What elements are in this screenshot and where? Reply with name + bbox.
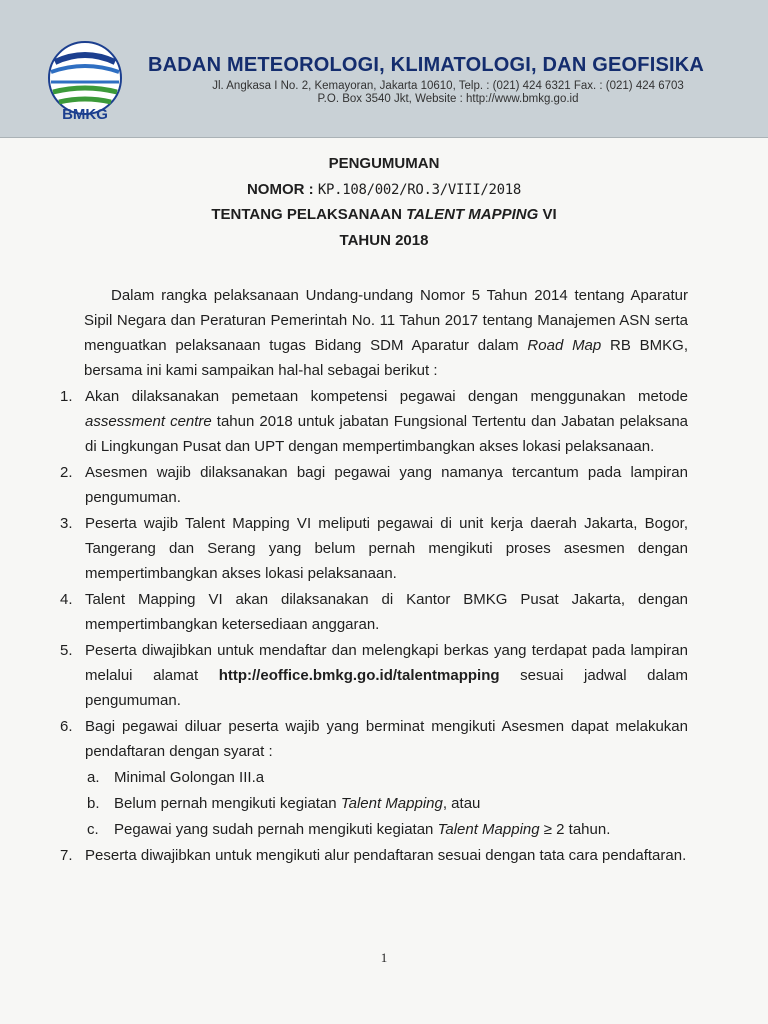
- subject-suffix: VI: [538, 206, 557, 223]
- item-number: 2.: [60, 464, 73, 481]
- item-text: Bagi pegawai diluar peserta wajib yang berminat mengikuti Asesmen dapat melakukan pendaftaran dengan syarat :: [85, 718, 688, 760]
- registration-url[interactable]: http://eoffice.bmkg.go.id/talentmapping: [218, 667, 500, 684]
- sub-item-text-b: ≥ 2 tahun.: [539, 821, 611, 838]
- list-item: [60, 638, 688, 713]
- list-item: [60, 460, 688, 510]
- list-item: [60, 843, 688, 868]
- item-text: [85, 638, 688, 713]
- sub-item-text: [114, 817, 688, 842]
- intro-text-a: Dalam rangka pelaksanaan Undang-undang Nomor 5 Tahun 2014 tentang Aparatur Sipil Negara dan Peraturan Pemerintah No. 11 Tahun 2017 tentang Manajemen ASN serta menguatkan pelaksanaan tugas Bidang SDM Aparatur dalam: [84, 287, 688, 354]
- document-subject: [0, 206, 768, 223]
- item-text-b: sesuai jadwal dalam pengumuman.: [85, 667, 688, 709]
- sub-item-text: Minimal Golongan III.a: [114, 769, 265, 786]
- intro-text-b: RB BMKG, bersama ini kami sampaikan hal-hal sebagai berikut :: [84, 337, 688, 379]
- item-text: Peserta diwajibkan untuk mengikuti alur pendaftaran sesuai dengan tata cara pendaftaran.: [85, 847, 687, 864]
- sub-item-letter: b.: [87, 795, 100, 812]
- sub-item-text-a: Pegawai yang sudah pernah mengikuti kegiatan: [114, 821, 438, 838]
- item-number: 1.: [60, 388, 73, 405]
- sub-item-italic: Talent Mapping: [437, 821, 540, 838]
- letterhead: [0, 0, 768, 138]
- item-text: Peserta wajib Talent Mapping VI meliputi pegawai di unit kerja daerah Jakarta, Bogor, Tangerang dan Serang yang belum pernah mengikuti proses asesmen dengan mempertimbangkan akses lokasi pelaksanaan.: [85, 515, 688, 582]
- address-line-1: Jl. Angkasa I No. 2, Kemayoran, Jakarta 10610, Telp. : (021) 424 6321 Fax. : (021) 424 6703: [212, 80, 684, 92]
- intro-italic: Road Map: [527, 337, 602, 354]
- item-text-a: Akan dilaksanakan pemetaan kompetensi pegawai dengan menggunakan metode: [85, 388, 688, 405]
- address-line-2: P.O. Box 3540 Jkt, Website : http://www.bmkg.go.id: [317, 93, 579, 105]
- sub-item-text-a: Belum pernah mengikuti kegiatan: [114, 795, 341, 812]
- document-number: [0, 181, 768, 198]
- sub-item-italic: Talent Mapping: [340, 795, 443, 812]
- item-number: 3.: [60, 515, 73, 532]
- item-text: Asesmen wajib dilaksanakan bagi pegawai yang namanya tercantum pada lampiran pengumuman.: [85, 464, 688, 506]
- document-title: PENGUMUMAN: [328, 155, 440, 172]
- logo-label: BMKG: [62, 106, 108, 123]
- list-item: [60, 511, 688, 586]
- sub-list-item: [87, 791, 688, 816]
- sub-list-item: [87, 765, 688, 790]
- sub-item-text: [114, 791, 688, 816]
- sub-item-letter: c.: [87, 821, 99, 838]
- document-body: [60, 283, 689, 868]
- list-item: [60, 587, 688, 637]
- organization-address: [168, 80, 728, 106]
- item-text: Talent Mapping VI akan dilaksanakan di Kantor BMKG Pusat Jakarta, dengan mempertimbangkan ketersediaan anggaran.: [85, 591, 688, 633]
- document-year: TAHUN 2018: [339, 232, 429, 249]
- item-italic: assessment centre: [85, 413, 212, 430]
- item-number: 7.: [60, 847, 73, 864]
- list-item: [60, 384, 688, 459]
- nomor-value: KP.108/002/RO.3/VIII/2018: [317, 182, 522, 198]
- item-number: 5.: [60, 642, 73, 659]
- item-text: [85, 384, 688, 459]
- subject-prefix: TENTANG PELAKSANAAN: [211, 206, 407, 223]
- subject-italic: TALENT MAPPING: [406, 206, 539, 223]
- list-item: [60, 714, 688, 764]
- item-number: 4.: [60, 591, 73, 608]
- sub-item-text-b: , atau: [442, 795, 481, 812]
- sub-item-letter: a.: [87, 769, 100, 786]
- nomor-label: NOMOR :: [246, 181, 314, 198]
- item-number: 6.: [60, 718, 73, 735]
- item-text-b: tahun 2018 untuk jabatan Fungsional Tertentu dan Jabatan pelaksana di Lingkungan Pusat dan UPT dengan mempertimbangkan akses lokasi pelaksanaan.: [85, 413, 689, 455]
- organization-name: BADAN METEOROLOGI, KLIMATOLOGI, DAN GEOFISIKA: [148, 54, 705, 76]
- intro-paragraph: [84, 283, 688, 383]
- page-number: 1: [380, 950, 388, 965]
- item-text-a: Peserta diwajibkan untuk mendaftar dan melengkapi berkas yang terdapat pada lampiran melalui alamat: [85, 642, 688, 684]
- sub-list-item: [87, 817, 688, 842]
